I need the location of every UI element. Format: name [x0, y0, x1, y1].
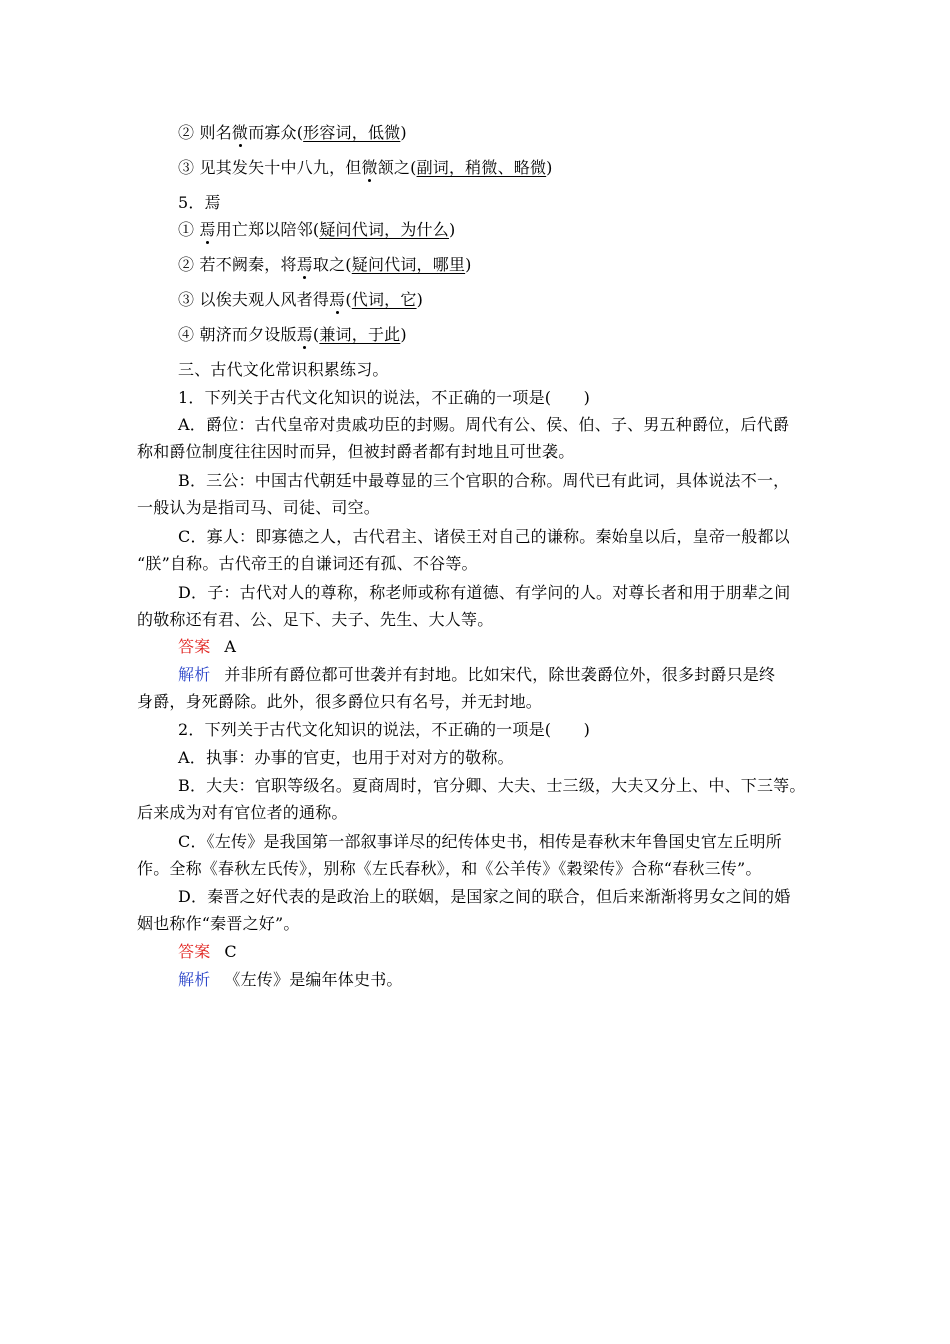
question-1-stem: 1．下列关于古代文化知识的说法，不正确的一项是( ): [178, 388, 591, 407]
question-2-option-d: D．秦晋之好代表的是政治上的联姻，是国家之间的联合，但后来渐渐将男女之间的婚: [178, 887, 791, 906]
question-1-option-d: D．子：古代对人的尊称，称老师或称有道德、有学问的人。对尊长者和用于朋辈之间: [178, 583, 791, 602]
question-2-option-c-cont: 作。全称《春秋左氏传》，别称《左氏春秋》，和《公羊传》《穀梁传》合称“春秋三传”。: [137, 859, 762, 878]
question-2-analysis: 解析 《左传》是编年体史书。: [178, 970, 403, 989]
gloss: 疑问代词，为什么: [319, 220, 449, 239]
gloss: 兼词，于此: [319, 325, 401, 344]
gloss: 形容词，低微: [303, 123, 401, 142]
answer-label: 答案: [178, 942, 211, 961]
answer-label: 答案: [178, 637, 211, 656]
dotted-character: 焉: [199, 220, 216, 239]
entry-yan-1: ① 焉用亡郑以陪邻(疑问代词，为什么): [178, 220, 456, 239]
question-1-option-c: C．寡人：即寡德之人，古代君主、诸侯王对自己的谦称。秦始皇以后，皇帝一般都以: [178, 527, 790, 546]
dotted-character: 焉: [329, 290, 346, 309]
entry-yan-3: ③ 以俟夫观人风者得焉(代词，它): [178, 290, 424, 309]
gloss: 代词，它: [351, 290, 417, 309]
entry-yan-2: ② 若不阙秦，将焉取之(疑问代词，哪里): [178, 255, 472, 274]
entry-yan-4: ④ 朝济而夕设版焉(兼词，于此): [178, 325, 407, 344]
analysis-label: 解析: [178, 665, 211, 684]
question-2-answer: [178, 942, 237, 962]
question-1-option-c-cont: “朕”自称。古代帝王的自谦词还有孤、不谷等。: [137, 554, 478, 573]
dotted-character: 焉: [296, 255, 313, 274]
dotted-character: 微: [361, 158, 378, 177]
dotted-character: 焉: [296, 325, 313, 344]
question-1-answer: [178, 637, 236, 657]
question-1-option-a-cont: 称和爵位制度往往因时而异，但被封爵者都有封地且可世袭。: [137, 442, 575, 461]
question-1-analysis: 解析 并非所有爵位都可世袭并有封地。比如宋代，除世袭爵位外，很多封爵只是终: [178, 665, 776, 684]
answer-value: A: [224, 637, 237, 656]
heading-yan: 5．焉: [178, 193, 221, 212]
question-1-option-b-cont: 一般认为是指司马、司徒、司空。: [137, 498, 381, 517]
question-1-analysis-cont: 身爵，身死爵除。此外，很多爵位只有名号，并无封地。: [137, 692, 543, 711]
question-2-option-b-cont: 后来成为对有官位者的通称。: [137, 803, 348, 822]
question-2-option-a: A．执事：办事的官吏，也用于对对方的敬称。: [178, 748, 514, 767]
analysis-label: 解析: [178, 970, 211, 989]
entry-wei-2: ② 则名微而寡众(形容词，低微): [178, 123, 407, 142]
gloss: 副词，稍微、略微: [416, 158, 547, 177]
question-1-option-b: B．三公：中国古代朝廷中最尊显的三个官职的合称。周代已有此词，具体说法不一，: [178, 471, 790, 490]
question-1-option-d-cont: 的敬称还有君、公、足下、夫子、先生、大人等。: [137, 610, 494, 629]
dotted-character: 微: [231, 123, 249, 142]
answer-value: C: [224, 942, 237, 961]
question-2-option-d-cont: 姻也称作“秦晋之好”。: [137, 914, 300, 933]
gloss: 疑问代词，哪里: [351, 255, 466, 274]
question-1-option-a: A．爵位：古代皇帝对贵戚功臣的封赐。周代有公、侯、伯、子、男五种爵位，后代爵: [178, 415, 790, 434]
question-2-option-b: B．大夫：官职等级名。夏商周时，官分卿、大夫、士三级，大夫又分上、中、下三等。: [178, 776, 806, 795]
section-heading: 三、古代文化常识积累练习。: [178, 360, 389, 379]
question-2-option-c: C．《左传》是我国第一部叙事详尽的纪传体史书，相传是春秋末年鲁国史官左丘明所: [178, 832, 782, 851]
entry-wei-3: ③ 见其发矢十中八九，但微颔之(副词，稍微、略微): [178, 158, 553, 177]
question-2-stem: 2．下列关于古代文化知识的说法，不正确的一项是( ): [178, 720, 591, 739]
